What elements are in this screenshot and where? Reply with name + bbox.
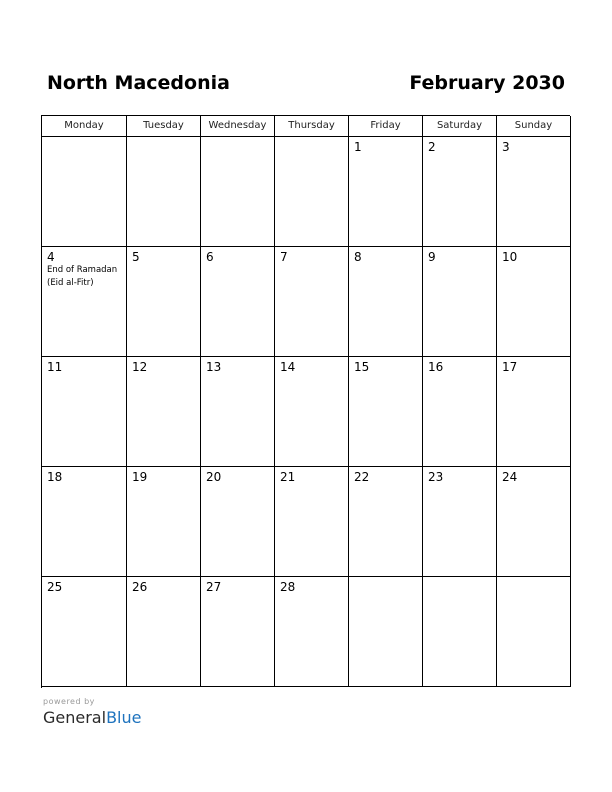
day-cell [42, 577, 127, 687]
day-number: 20 [206, 470, 222, 484]
day-number: 28 [280, 580, 296, 594]
day-number: 12 [132, 360, 148, 374]
day-number: 2 [428, 140, 436, 154]
day-cell [201, 357, 275, 467]
day-cell [497, 247, 571, 357]
weekday-header-monday: Monday [42, 116, 127, 137]
month-year-title: February 2030 [409, 72, 565, 94]
day-number: 7 [280, 250, 288, 264]
day-cell [349, 357, 423, 467]
day-cell [275, 467, 349, 577]
day-number: 21 [280, 470, 296, 484]
day-number: 3 [502, 140, 510, 154]
day-cell [497, 137, 571, 247]
day-cell [127, 577, 201, 687]
day-cell [497, 577, 571, 687]
weekday-header-sunday: Sunday [497, 116, 571, 137]
day-number: 18 [47, 470, 63, 484]
day-cell [201, 577, 275, 687]
day-cell [497, 357, 571, 467]
day-number: 4 [47, 250, 55, 264]
holiday-label: End of Ramadan (Eid al-Fitr) [47, 265, 118, 288]
day-cell [127, 357, 201, 467]
day-number: 11 [47, 360, 63, 374]
day-cell [349, 577, 423, 687]
day-cell [423, 247, 497, 357]
country-title: North Macedonia [47, 72, 230, 94]
day-cell [201, 247, 275, 357]
day-number: 13 [206, 360, 222, 374]
day-number: 25 [47, 580, 63, 594]
day-cell [127, 137, 201, 247]
brand-blue-text: Blue [106, 708, 142, 727]
day-cell [275, 577, 349, 687]
day-cell [42, 247, 127, 357]
day-number: 16 [428, 360, 444, 374]
day-cell [42, 467, 127, 577]
day-number: 27 [206, 580, 222, 594]
day-cell [349, 137, 423, 247]
footer-branding [43, 697, 141, 728]
day-cell [349, 247, 423, 357]
powered-by-text: powered by [43, 697, 95, 706]
day-cell [42, 137, 127, 247]
day-cell [423, 577, 497, 687]
day-cell [127, 467, 201, 577]
day-number: 8 [354, 250, 362, 264]
weekday-header-friday: Friday [349, 116, 423, 137]
brand-logo [43, 708, 141, 728]
day-number: 23 [428, 470, 444, 484]
weekday-header-thursday: Thursday [275, 116, 349, 137]
weekday-header-wednesday: Wednesday [201, 116, 275, 137]
day-number: 1 [354, 140, 362, 154]
day-cell [275, 137, 349, 247]
day-cell [275, 357, 349, 467]
day-cell [42, 357, 127, 467]
day-cell [201, 467, 275, 577]
day-cell [127, 247, 201, 357]
day-cell [423, 357, 497, 467]
weekday-header-saturday: Saturday [423, 116, 497, 137]
day-cell [423, 137, 497, 247]
day-number: 24 [502, 470, 518, 484]
day-number: 19 [132, 470, 148, 484]
day-cell [275, 247, 349, 357]
day-number: 10 [502, 250, 518, 264]
day-number: 17 [502, 360, 518, 374]
day-cell [423, 467, 497, 577]
weekday-header-tuesday: Tuesday [127, 116, 201, 137]
day-number: 9 [428, 250, 436, 264]
day-number: 14 [280, 360, 296, 374]
day-cell [349, 467, 423, 577]
day-number: 26 [132, 580, 148, 594]
brand-general-text: General [43, 708, 107, 727]
day-number: 22 [354, 470, 370, 484]
calendar-grid [41, 115, 570, 688]
day-cell [201, 137, 275, 247]
day-cell [497, 467, 571, 577]
day-number: 15 [354, 360, 370, 374]
day-number: 6 [206, 250, 214, 264]
day-number: 5 [132, 250, 140, 264]
